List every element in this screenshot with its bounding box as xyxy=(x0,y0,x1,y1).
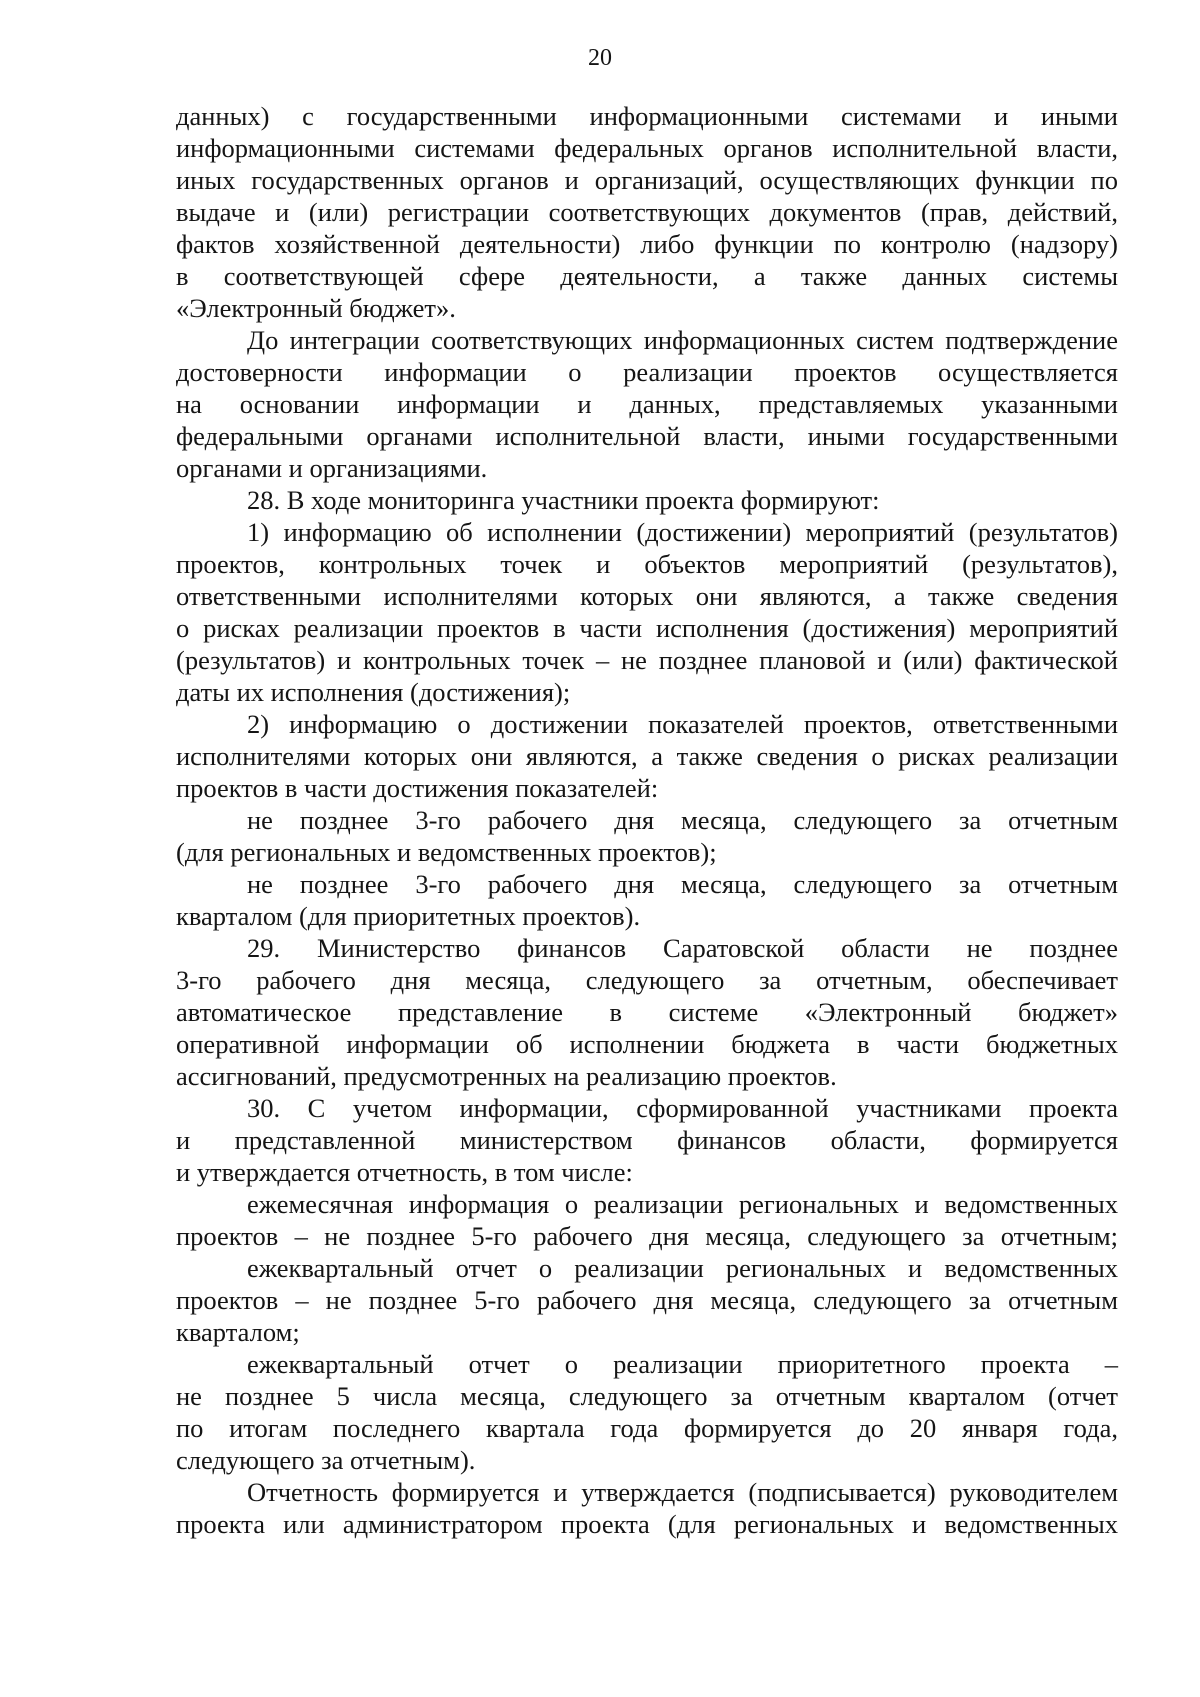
text-line: (для региональных и ведомственных проектов); xyxy=(176,837,717,867)
text-line: следующего за отчетным). xyxy=(176,1445,476,1475)
text-line: кварталом; xyxy=(176,1317,300,1347)
text-line: и утверждается отчетность, в том числе: xyxy=(176,1157,633,1187)
text-line: не позднее 3-го рабочего дня месяца, следующего за отчетным xyxy=(247,805,1118,835)
text-line: «Электронный бюджет». xyxy=(176,293,456,323)
text-line: ассигнований, предусмотренных на реализацию проектов. xyxy=(176,1061,837,1091)
text-line: 3-го рабочего дня месяца, следующего за отчетным, обеспечивает xyxy=(176,965,1118,995)
text-line: До интеграции соответствующих информационных систем подтверждение xyxy=(247,325,1118,355)
text-line: 29. Министерство финансов Саратовской области не позднее xyxy=(247,933,1118,963)
text-line: федеральными органами исполнительной власти, иными государственными xyxy=(176,421,1118,451)
text-line: не позднее 5 числа месяца, следующего за отчетным кварталом (отчет xyxy=(176,1381,1118,1411)
text-line: ответственными исполнителями которых они являются, а также сведения xyxy=(176,581,1118,611)
text-line: выдаче и (или) регистрации соответствующих документов (прав, действий, xyxy=(176,197,1118,227)
text-line: иных государственных органов и организаций, осуществляющих функции по xyxy=(176,165,1118,195)
text-line: в соответствующей сфере деятельности, а также данных системы xyxy=(176,261,1118,291)
text-line: 1) информацию об исполнении (достижении) мероприятий (результатов) xyxy=(247,517,1118,547)
text-line: проектов – не позднее 5-го рабочего дня месяца, следующего за отчетным xyxy=(176,1285,1118,1315)
text-line: проектов, контрольных точек и объектов мероприятий (результатов), xyxy=(176,549,1118,579)
text-line: 2) информацию о достижении показателей проектов, ответственными xyxy=(247,709,1118,739)
text-line: Отчетность формируется и утверждается (подписывается) руководителем xyxy=(247,1477,1118,1507)
text-line: по итогам последнего квартала года формируется до 20 января года, xyxy=(176,1413,1118,1443)
text-line: (результатов) и контрольных точек – не позднее плановой и (или) фактической xyxy=(176,645,1118,675)
text-line: о рисках реализации проектов в части исполнения (достижения) мероприятий xyxy=(176,613,1118,643)
text-line: информационными системами федеральных органов исполнительной власти, xyxy=(176,133,1118,163)
text-line: ежеквартальный отчет о реализации региональных и ведомственных xyxy=(247,1253,1118,1283)
page-number: 20 xyxy=(588,45,612,71)
text-line: данных) с государственными информационными системами и иными xyxy=(176,101,1118,131)
text-line: проекта или администратором проекта (для региональных и ведомственных xyxy=(176,1509,1118,1539)
text-line: ежеквартальный отчет о реализации приоритетного проекта – xyxy=(247,1349,1118,1379)
text-line: проектов в части достижения показателей: xyxy=(176,773,659,803)
text-line: ежемесячная информация о реализации региональных и ведомственных xyxy=(247,1189,1118,1219)
text-line: даты их исполнения (достижения); xyxy=(176,677,571,707)
text-line: проектов – не позднее 5-го рабочего дня месяца, следующего за отчетным; xyxy=(176,1221,1118,1251)
text-line: и представленной министерством финансов области, формируется xyxy=(176,1125,1118,1155)
text-line: фактов хозяйственной деятельности) либо функции по контролю (надзору) xyxy=(176,229,1118,259)
text-line: исполнителями которых они являются, а также сведения о рисках реализации xyxy=(176,741,1118,771)
text-line: автоматическое представление в системе «Электронный бюджет» xyxy=(176,997,1118,1027)
text-line: кварталом (для приоритетных проектов). xyxy=(176,901,641,931)
text-line: 30. С учетом информации, сформированной участниками проекта xyxy=(247,1093,1118,1123)
text-line: не позднее 3-го рабочего дня месяца, следующего за отчетным xyxy=(247,869,1118,899)
text-line: органами и организациями. xyxy=(176,453,488,483)
text-line: 28. В ходе мониторинга участники проекта формируют: xyxy=(247,485,880,515)
document-body xyxy=(176,100,1118,1540)
text-line: оперативной информации об исполнении бюджета в части бюджетных xyxy=(176,1029,1118,1059)
text-line: на основании информации и данных, представляемых указанными xyxy=(176,389,1118,419)
text-line: достоверности информации о реализации проектов осуществляется xyxy=(176,357,1118,387)
